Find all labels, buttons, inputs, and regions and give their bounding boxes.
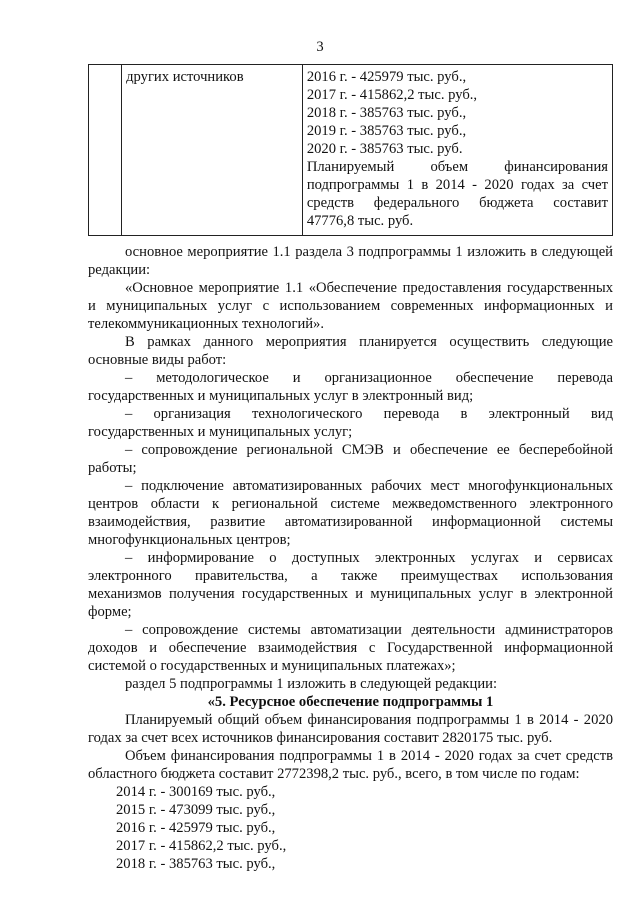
paragraph-line: редакции: xyxy=(88,262,151,278)
year-amount: 2018 г. - 385763 тыс. руб., xyxy=(306,105,467,121)
table-cell-empty xyxy=(89,65,122,236)
page-number: 3 xyxy=(316,39,324,55)
list-item-line: электронного правительства, а также преимуществах использования xyxy=(88,568,613,584)
year-amount: 2018 г. - 385763 тыс. руб., xyxy=(116,856,276,872)
list-item-line: системой о государственных и муниципальных платежах»; xyxy=(88,658,456,674)
year-amount: 2016 г. - 425979 тыс. руб., xyxy=(306,69,467,85)
list-item-line: – организация технологического перевода в электронный вид xyxy=(125,406,613,422)
list-item-line: работы; xyxy=(88,460,137,476)
federal-text-line: средств федерального бюджета составит xyxy=(306,195,608,211)
federal-text-line: подпрограммы 1 в 2014 - 2020 годах за счет xyxy=(306,177,608,193)
year-amount: 2017 г. - 415862,2 тыс. руб., xyxy=(306,87,478,103)
list-item-line: механизмов получения государственных и муниципальных услуг в электронной xyxy=(88,586,613,602)
list-item-line: форме; xyxy=(88,604,132,620)
year-amount: 2014 г. - 300169 тыс. руб., xyxy=(116,784,276,800)
list-item-line: – сопровождение системы автоматизации деятельности администраторов xyxy=(125,622,613,638)
list-item-line: доходов и обеспечение взаимодействия с Государственной информационной xyxy=(88,640,613,656)
list-item-line: – информирование о доступных электронных услугах и сервисах xyxy=(125,550,613,566)
document-body xyxy=(88,243,613,873)
table-cell-amounts xyxy=(302,65,612,236)
year-amount: 2020 г. - 385763 тыс. руб. xyxy=(306,141,463,157)
list-item-line: – подключение автоматизированных рабочих мест многофункциональных xyxy=(125,478,613,494)
paragraph-line: «Основное мероприятие 1.1 «Обеспечение предоставления государственных xyxy=(125,280,613,296)
paragraph-line: В рамках данного мероприятия планируется осуществить следующие xyxy=(125,334,613,350)
federal-text-line: Планируемый объем финансирования xyxy=(306,159,608,175)
paragraph-line: Планируемый общий объем финансирования подпрограммы 1 в 2014 - 2020 xyxy=(125,712,613,728)
paragraph-line: раздел 5 подпрограммы 1 изложить в следующей редакции: xyxy=(125,676,498,692)
list-item-line: взаимодействия, развитие автоматизированной информационной системы xyxy=(88,514,613,530)
paragraph-line: основные виды работ: xyxy=(88,352,227,368)
paragraph-line: Объем финансирования подпрограммы 1 в 2014 - 2020 годах за счет средств xyxy=(125,748,613,764)
table-row xyxy=(89,65,613,236)
paragraph-line: и муниципальных услуг с использованием современных информационных и xyxy=(88,298,613,314)
paragraph-line: областного бюджета составит 2772398,2 тыс. руб., всего, в том числе по годам: xyxy=(88,766,580,782)
year-amount: 2016 г. - 425979 тыс. руб., xyxy=(116,820,276,836)
list-item-line: – методологическое и организационное обеспечение перевода xyxy=(125,370,613,386)
funding-table xyxy=(88,64,613,236)
year-amount: 2015 г. - 473099 тыс. руб., xyxy=(116,802,276,818)
paragraph-line: годах за счет всех источников финансирования составит 2820175 тыс. руб. xyxy=(88,730,553,746)
year-amount: 2019 г. - 385763 тыс. руб., xyxy=(306,123,467,139)
year-amount: 2017 г. - 415862,2 тыс. руб., xyxy=(116,838,287,854)
table-cell-source xyxy=(122,65,303,236)
section-heading: «5. Ресурсное обеспечение подпрограммы 1 xyxy=(207,694,494,710)
paragraph-line: телекоммуникационных технологий». xyxy=(88,316,325,332)
list-item-line: – сопровождение региональной СМЭВ и обеспечение ее бесперебойной xyxy=(125,442,613,458)
list-item-line: государственных и муниципальных услуг в электронный вид; xyxy=(88,388,474,404)
paragraph-line: основное мероприятие 1.1 раздела 3 подпрограммы 1 изложить в следующей xyxy=(125,244,613,260)
list-item-line: государственных и муниципальных услуг; xyxy=(88,424,353,440)
federal-text-line: 47776,8 тыс. руб. xyxy=(306,213,414,229)
list-item-line: центров области к региональной системе межведомственного электронного xyxy=(88,496,613,512)
source-label: других источников xyxy=(126,69,244,85)
list-item-line: многофункциональных центров; xyxy=(88,532,291,548)
